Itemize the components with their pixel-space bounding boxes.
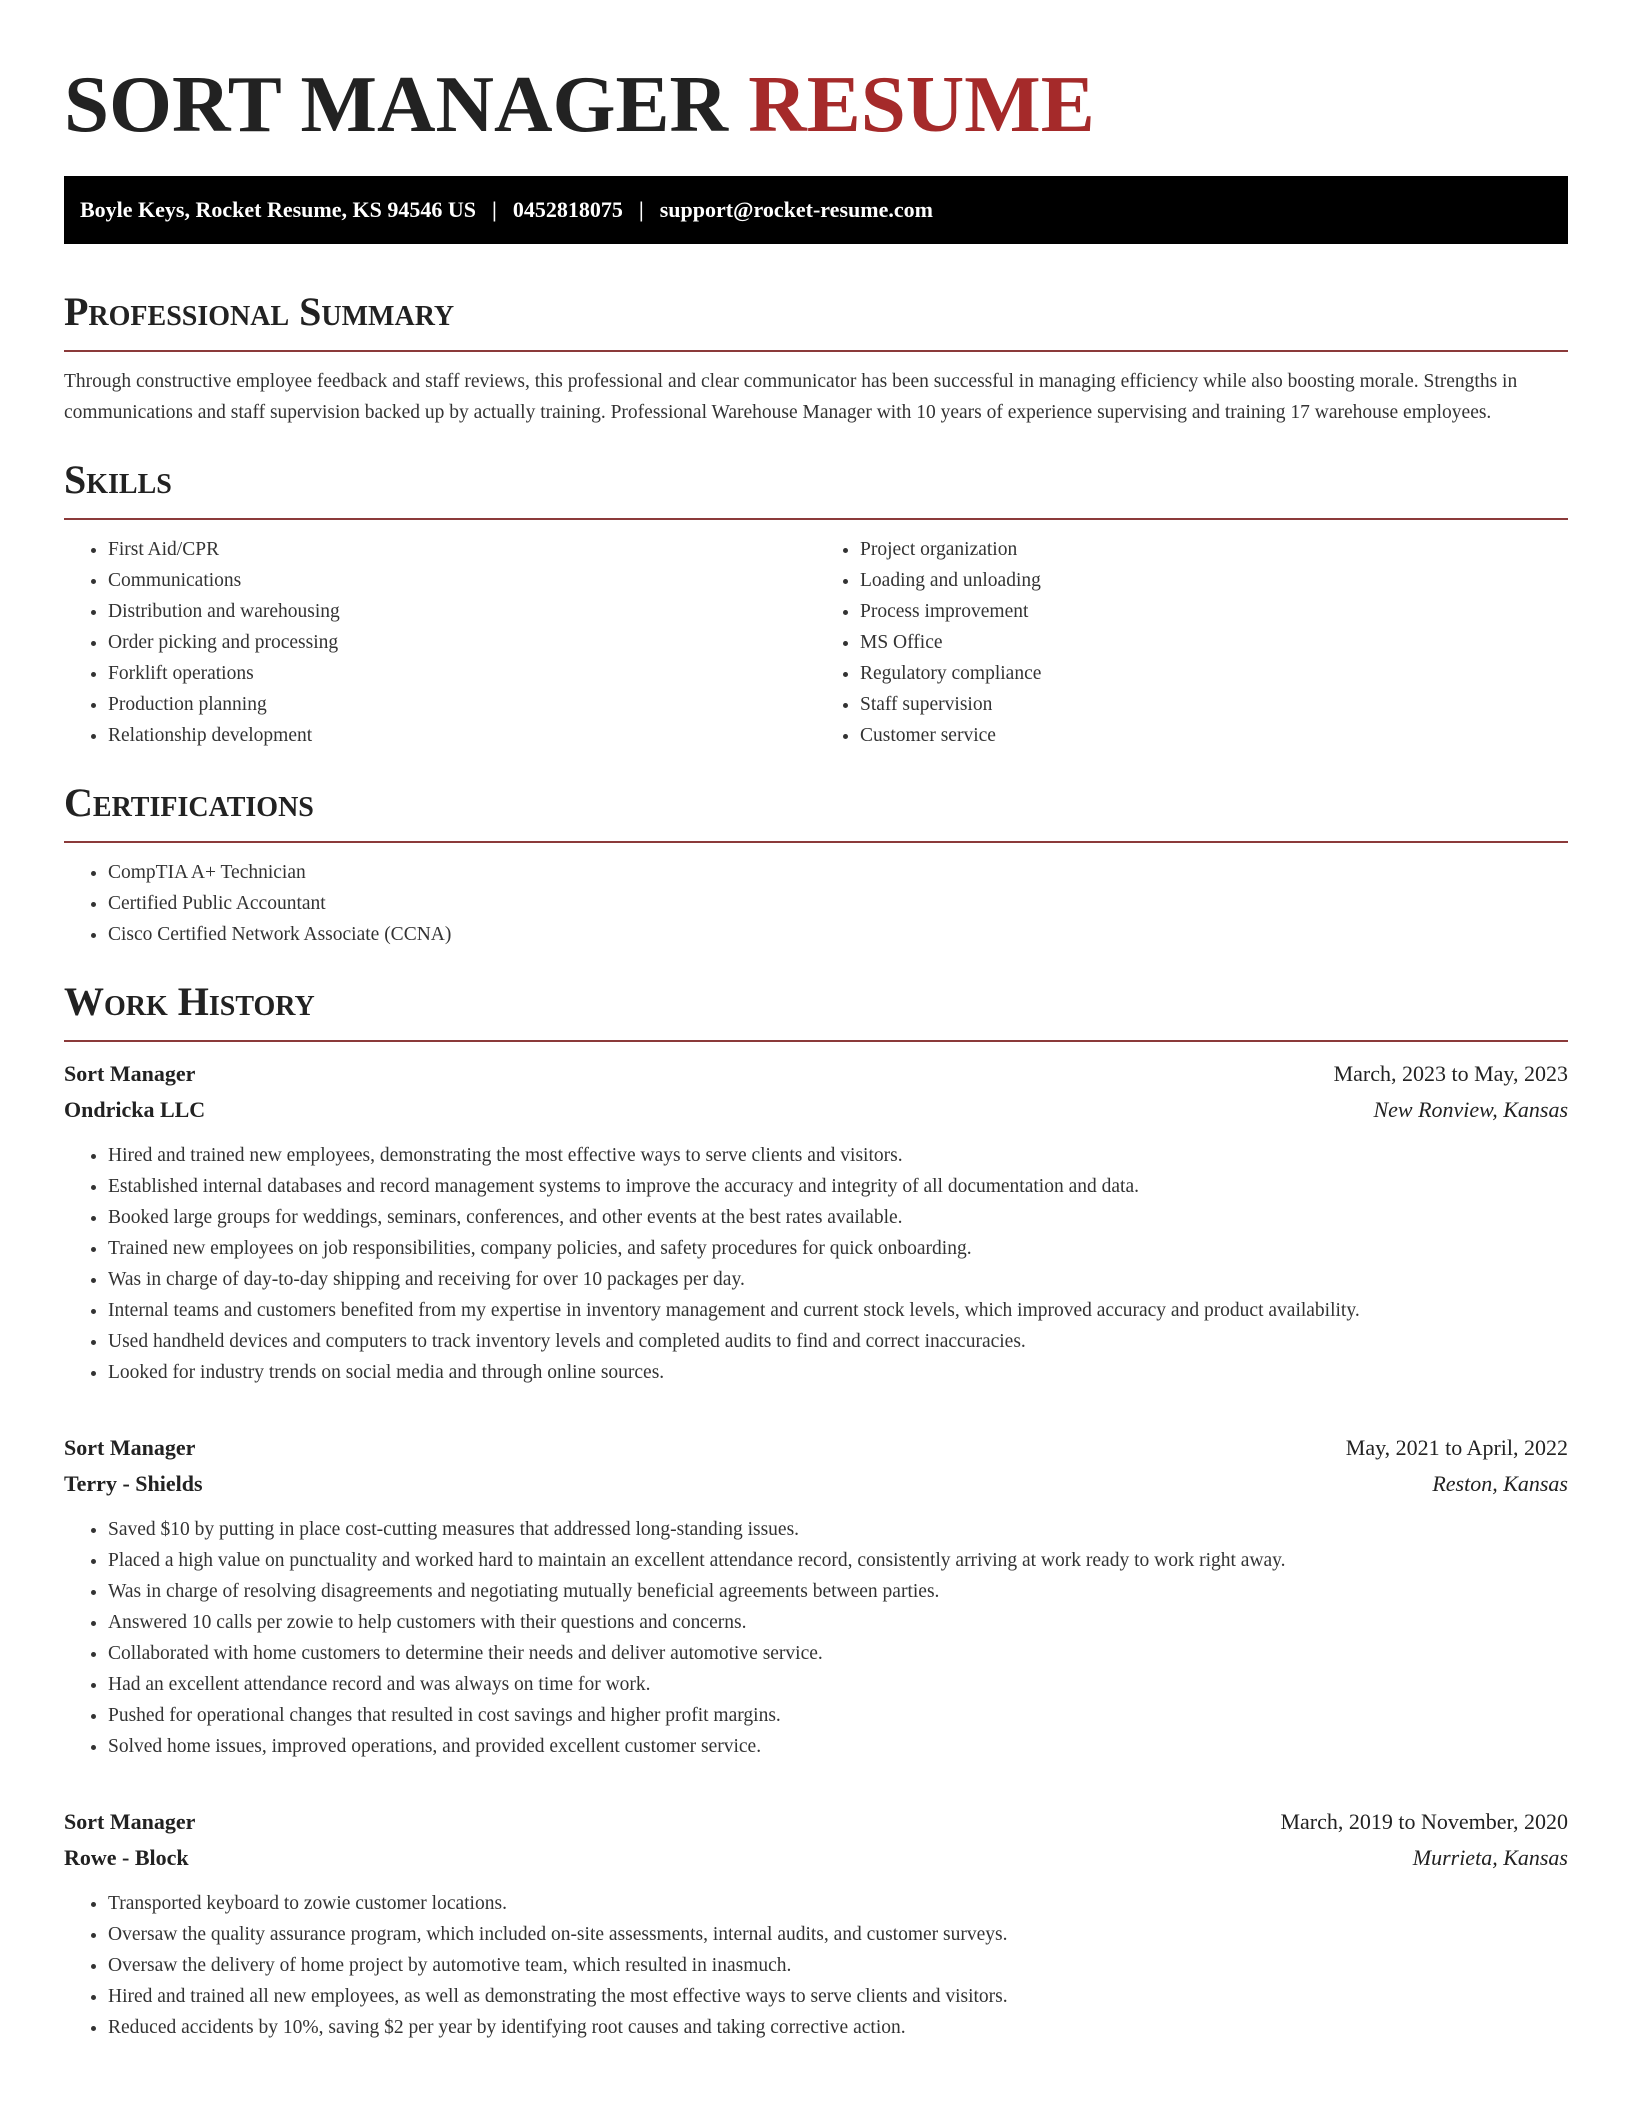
job-bullet: • Used handheld devices and computers to track inventory levels and completed audits to find and correct inaccuracies. [108, 1326, 1568, 1357]
skills-heading: Skills [64, 457, 172, 502]
section-divider [64, 350, 1568, 352]
job-dates: March, 2023 to May, 2023 [1333, 1061, 1568, 1086]
job-bullet: • Answered 10 calls per zowie to help customers with their questions and concerns. [108, 1607, 1568, 1638]
job-dates: May, 2021 to April, 2022 [1345, 1435, 1568, 1460]
job-header [64, 1430, 1568, 1466]
summary-text: Through constructive employee feedback and staff reviews, this professional and clear communicator has been successful in managing efficiency while also boosting morale. Strengths in communications and staff supervision backed up by actually training. Professional Warehouse Manager with 10 years of experience supervising and training 17 warehouse employees. [64, 371, 1518, 423]
job-bullet: • Oversaw the delivery of home project by automotive team, which resulted in inasmuch. [108, 1950, 1568, 1981]
job-bullet: • Internal teams and customers benefited from my expertise in inventory management and current stock levels, which improved accuracy and product availability. [108, 1295, 1568, 1326]
job-bullet: • Had an excellent attendance record and was always on time for work. [108, 1669, 1568, 1700]
work-history-heading: Work History [64, 979, 315, 1024]
certifications-list [64, 857, 1568, 950]
job-bullet: • Oversaw the quality assurance program, which included on-site assessments, internal audits, and customer surveys. [108, 1919, 1568, 1950]
job-bullets [64, 1140, 1568, 1388]
contact-address: Boyle Keys, Rocket Resume, KS 94546 US [80, 197, 476, 222]
job-bullet: • Hired and trained new employees, demonstrating the most effective ways to serve clients and visitors. [108, 1140, 1568, 1171]
job-location: Murrieta, Kansas [1412, 1845, 1568, 1870]
skill-item: • Forklift operations [108, 658, 816, 689]
job-bullet: • Reduced accidents by 10%, saving $2 per year by identifying root causes and taking corrective action. [108, 2012, 1568, 2043]
section-divider [64, 1040, 1568, 1042]
skill-item: • First Aid/CPR [108, 534, 816, 565]
skill-item: • Staff supervision [860, 689, 1568, 720]
skills-list [64, 534, 1568, 751]
section-divider [64, 518, 1568, 520]
job-entry [64, 1430, 1568, 1762]
skills-left-column [64, 534, 816, 751]
job-bullet: • Trained new employees on job responsibilities, company policies, and safety procedures for quick onboarding. [108, 1233, 1568, 1264]
certification-item: • Certified Public Accountant [108, 888, 1568, 919]
contact-email: support@rocket-resume.com [659, 197, 933, 222]
contact-phone: 0452818075 [512, 197, 623, 222]
skill-item: • Customer service [860, 720, 1568, 751]
title-main: SORT MANAGER [64, 59, 728, 149]
contact-separator: | [491, 197, 497, 222]
job-bullet: • Booked large groups for weddings, seminars, conferences, and other events at the best rates available. [108, 1202, 1568, 1233]
job-entry [64, 1804, 1568, 2043]
job-bullet: • Collaborated with home customers to determine their needs and deliver automotive service. [108, 1638, 1568, 1669]
job-bullet: • Established internal databases and record management systems to improve the accuracy and integrity of all documentation and data. [108, 1171, 1568, 1202]
job-bullet: • Hired and trained all new employees, as well as demonstrating the most effective ways to serve clients and visitors. [108, 1981, 1568, 2012]
job-title: Sort Manager [64, 1809, 196, 1834]
job-bullet: • Pushed for operational changes that resulted in cost savings and higher profit margins. [108, 1700, 1568, 1731]
job-header [64, 1804, 1568, 1840]
section-divider [64, 841, 1568, 843]
skill-item: • MS Office [860, 627, 1568, 658]
contact-separator: | [638, 197, 644, 222]
job-bullet: • Was in charge of resolving disagreements and negotiating mutually beneficial agreements between parties. [108, 1576, 1568, 1607]
skill-item: • Relationship development [108, 720, 816, 751]
job-company: Ondricka LLC [64, 1097, 206, 1122]
job-bullets [64, 1888, 1568, 2043]
job-header [64, 1056, 1568, 1092]
summary-heading: Professional Summary [64, 289, 455, 334]
job-bullet: • Transported keyboard to zowie customer locations. [108, 1888, 1568, 1919]
job-bullet: • Solved home issues, improved operations, and provided excellent customer service. [108, 1731, 1568, 1762]
resume-title [64, 56, 1568, 152]
job-bullet: • Placed a high value on punctuality and worked hard to maintain an excellent attendance record, consistently arriving at work ready to work right away. [108, 1545, 1568, 1576]
job-bullet: • Was in charge of day-to-day shipping and receiving for over 10 packages per day. [108, 1264, 1568, 1295]
skill-item: • Communications [108, 565, 816, 596]
skills-right-column [816, 534, 1568, 751]
job-subheader [64, 1466, 1568, 1502]
skill-item: • Process improvement [860, 596, 1568, 627]
certification-item: • Cisco Certified Network Associate (CCNA) [108, 919, 1568, 950]
job-subheader [64, 1840, 1568, 1876]
job-bullet: • Saved $10 by putting in place cost-cutting measures that addressed long-standing issues. [108, 1514, 1568, 1545]
job-entry [64, 1056, 1568, 1388]
skill-item: • Distribution and warehousing [108, 596, 816, 627]
job-title: Sort Manager [64, 1061, 196, 1086]
job-company: Rowe - Block [64, 1845, 189, 1870]
job-location: New Ronview, Kansas [1373, 1097, 1568, 1122]
certifications-heading: Certifications [64, 780, 314, 825]
skill-item: • Project organization [860, 534, 1568, 565]
job-company: Terry - Shields [64, 1471, 203, 1496]
title-accent: RESUME [748, 59, 1095, 149]
skill-item: • Loading and unloading [860, 565, 1568, 596]
certification-item: • CompTIA A+ Technician [108, 857, 1568, 888]
job-location: Reston, Kansas [1432, 1471, 1568, 1496]
job-bullet: • Looked for industry trends on social media and through online sources. [108, 1357, 1568, 1388]
job-subheader [64, 1092, 1568, 1128]
skill-item: • Order picking and processing [108, 627, 816, 658]
job-dates: March, 2019 to November, 2020 [1280, 1809, 1568, 1834]
job-title: Sort Manager [64, 1435, 196, 1460]
skill-item: • Production planning [108, 689, 816, 720]
resume-page [64, 56, 1568, 2043]
skill-item: • Regulatory compliance [860, 658, 1568, 689]
job-bullets [64, 1514, 1568, 1762]
contact-bar [64, 176, 1568, 244]
